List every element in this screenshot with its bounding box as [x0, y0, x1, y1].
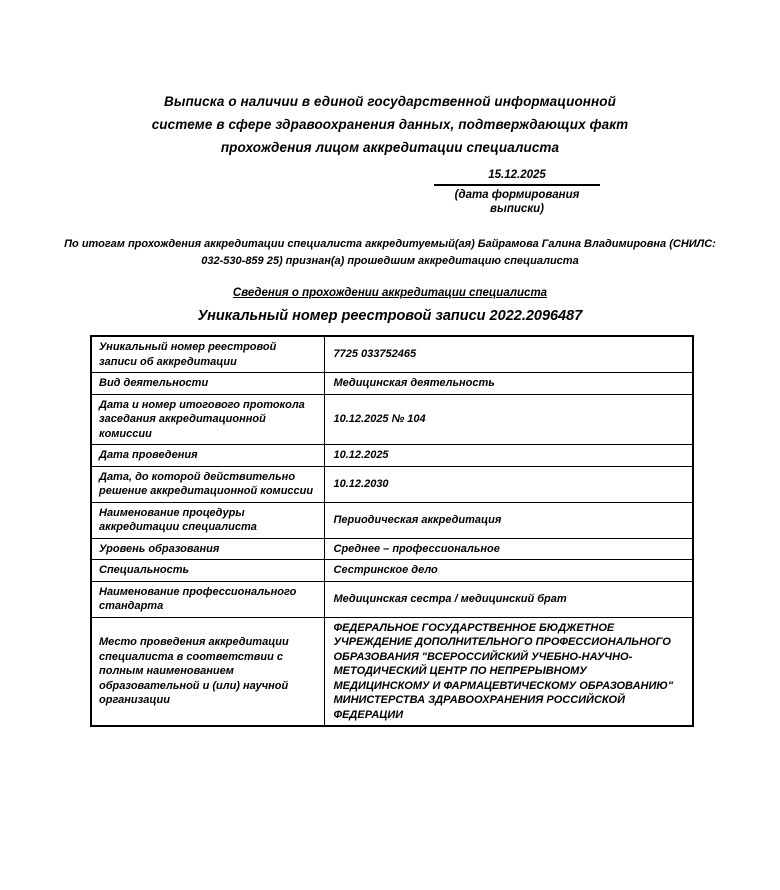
page-title-line-1: Выписка о наличии в единой государственной информационной	[163, 94, 616, 109]
row-label: Наименование профессионального стандарта	[91, 581, 324, 617]
row-label: Место проведения аккредитации специалиста в соответствии с полным наименованием образовательной и (или) научной организации	[91, 617, 324, 726]
table-row	[91, 336, 693, 373]
row-label: Дата проведения	[91, 445, 324, 467]
accreditation-table	[90, 335, 694, 727]
row-label: Дата, до которой действительно решение аккредитационной комиссии	[91, 466, 324, 502]
intro-paragraph	[0, 236, 780, 270]
table-row	[91, 538, 693, 560]
row-value: Сестринское дело	[324, 560, 693, 582]
row-label: Наименование процедуры аккредитации специалиста	[91, 502, 324, 538]
row-label: Уникальный номер реестровой записи об аккредитации	[91, 336, 324, 373]
section-heading: Сведения о прохождении аккредитации специалиста	[232, 287, 548, 299]
row-value: Медицинская сестра / медицинский брат	[324, 581, 693, 617]
intro-line-1: По итогам прохождения аккредитации специалиста аккредитуемый(ая) Байрамова Галина Владимировна (СНИЛС:	[64, 238, 716, 250]
table-row	[91, 560, 693, 582]
row-value: Медицинская деятельность	[324, 373, 693, 395]
registry-number-heading: Уникальный номер реестровой записи 2022.2096487	[197, 308, 583, 324]
page-title-line-2: системе в сфере здравоохранения данных, подтверждающих факт	[151, 117, 629, 132]
intro-line-2: 032-530-859 25) признан(а) прошедшим аккредитацию специалиста	[201, 255, 579, 267]
row-label: Уровень образования	[91, 538, 324, 560]
table-row	[91, 394, 693, 445]
row-value: 7725 033752465	[324, 336, 693, 373]
table-row	[91, 617, 693, 726]
row-value: ФЕДЕРАЛЬНОЕ ГОСУДАРСТВЕННОЕ БЮДЖЕТНОЕ УЧРЕЖДЕНИЕ ДОПОЛНИТЕЛЬНОГО ПРОФЕССИОНАЛЬНОГО ОБРАЗОВАНИЯ "ВСЕРОССИЙСКИЙ УЧЕБНО-НАУЧНО-МЕТОДИЧЕСКИЙ ЦЕНТР ПО НЕПРЕРЫВНОМУ МЕДИЦИНСКОМУ И ФАРМАЦЕВТИЧЕСКОМУ ОБРАЗОВАНИЮ" МИНИСТЕРСТВА ЗДРАВООХРАНЕНИЯ РОССИЙСКОЙ ФЕДЕРАЦИИ	[324, 617, 693, 726]
issue-date-block	[434, 168, 600, 216]
issue-date-caption: (дата формирования выписки)	[454, 189, 580, 215]
row-value: 10.12.2025	[324, 445, 693, 467]
row-label: Специальность	[91, 560, 324, 582]
issue-date-value: 15.12.2025	[434, 168, 600, 186]
table-row	[91, 445, 693, 467]
table-row	[91, 581, 693, 617]
page-title-line-3: прохождения лицом аккредитации специалиста	[220, 140, 560, 155]
row-value: Среднее – профессиональное	[324, 538, 693, 560]
row-value: 10.12.2030	[324, 466, 693, 502]
table-row	[91, 502, 693, 538]
page-title	[0, 0, 780, 159]
row-label: Дата и номер итогового протокола заседания аккредитационной комиссии	[91, 394, 324, 445]
table-row	[91, 373, 693, 395]
row-value: Периодическая аккредитация	[324, 502, 693, 538]
row-label: Вид деятельности	[91, 373, 324, 395]
table-row	[91, 466, 693, 502]
row-value: 10.12.2025 № 104	[324, 394, 693, 445]
